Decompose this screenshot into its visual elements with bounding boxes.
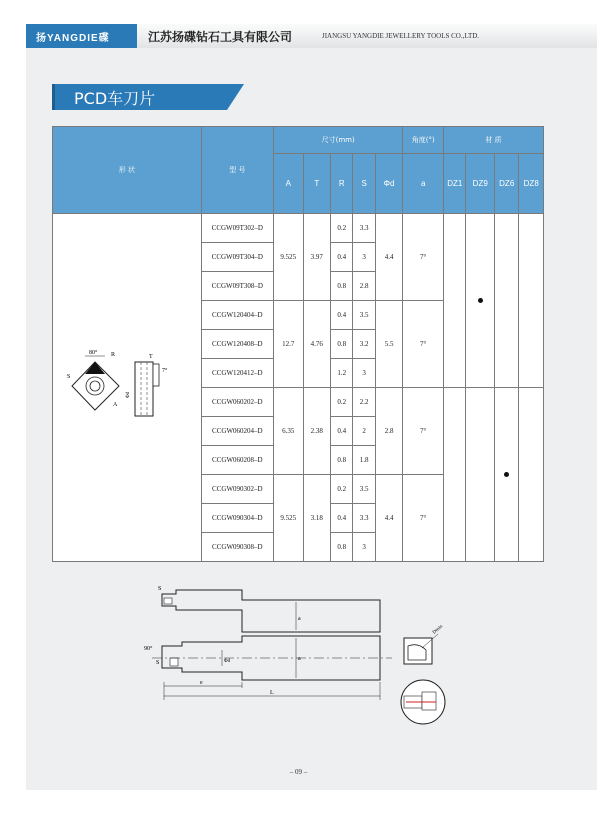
header-shape: 形 状 bbox=[53, 127, 202, 214]
dz6-cell bbox=[495, 214, 519, 388]
s-label-side: S bbox=[156, 660, 160, 666]
dz1-cell bbox=[444, 214, 466, 388]
dz8-cell bbox=[519, 214, 544, 388]
s-cell: 2 bbox=[353, 417, 375, 446]
r-cell: 0.8 bbox=[331, 446, 353, 475]
r-cell: 0.2 bbox=[331, 214, 353, 243]
a-label: A bbox=[112, 401, 118, 408]
col-dz1: DZ1 bbox=[444, 154, 466, 214]
model-cell: CCGW09T302–D bbox=[201, 214, 273, 243]
r-cell: 0.4 bbox=[331, 417, 353, 446]
model-cell: CCGW090308–D bbox=[201, 533, 273, 562]
a-cell: 9.525 bbox=[273, 475, 303, 562]
header-dimensions: 尺寸(mm) bbox=[273, 127, 402, 154]
model-cell: CCGW120412–D bbox=[201, 359, 273, 388]
a-label-side: a bbox=[298, 656, 301, 662]
company-logo: 扬YANGDIE碟 bbox=[36, 33, 110, 44]
angle-cell: 7° bbox=[403, 475, 444, 562]
model-cell: CCGW060208–D bbox=[201, 446, 273, 475]
angle-80-label: 80° bbox=[88, 349, 98, 356]
l-label: L bbox=[270, 690, 274, 696]
dz9-cell bbox=[466, 388, 495, 562]
angle-cell: 7° bbox=[403, 214, 444, 301]
dz1-cell bbox=[444, 388, 466, 562]
a-cell: 9.525 bbox=[273, 214, 303, 301]
model-cell: CCGW09T308–D bbox=[201, 272, 273, 301]
angle-90-label: 90° bbox=[144, 646, 153, 652]
model-cell: CCGW090302–D bbox=[201, 475, 273, 504]
dmin-label: Dmin bbox=[432, 624, 445, 636]
d-cell: 2.8 bbox=[375, 388, 403, 475]
phid-label-side: Φd bbox=[224, 659, 231, 664]
dz6-cell bbox=[495, 388, 519, 562]
company-name-cn: 江苏扬碟钻石工具有限公司 bbox=[148, 30, 293, 44]
s-cell: 2.8 bbox=[353, 272, 375, 301]
s-label: S bbox=[66, 373, 71, 380]
r-cell: 0.4 bbox=[331, 301, 353, 330]
table-row bbox=[53, 214, 544, 243]
s-cell: 3 bbox=[353, 359, 375, 388]
phid-label: Φd bbox=[125, 391, 131, 398]
page-number: – 09 – bbox=[289, 768, 308, 776]
spec-table bbox=[52, 126, 544, 562]
r-cell: 1.2 bbox=[331, 359, 353, 388]
angle-cell: 7° bbox=[403, 301, 444, 388]
shape-cell bbox=[53, 214, 202, 562]
r-label: R bbox=[110, 351, 115, 358]
a-cell: 12.7 bbox=[273, 301, 303, 388]
header-material: 材 质 bbox=[444, 127, 544, 154]
company-name-en: JIANGSU YANGDIE JEWELLERY TOOLS CO.,LTD. bbox=[322, 32, 480, 40]
r-cell: 0.4 bbox=[331, 504, 353, 533]
s-cell: 3.3 bbox=[353, 504, 375, 533]
boring-bar-drawing bbox=[52, 570, 472, 735]
t-cell: 2.38 bbox=[303, 388, 330, 475]
a-label-top: a bbox=[298, 616, 301, 622]
r-cell: 0.8 bbox=[331, 272, 353, 301]
col-t: T bbox=[303, 154, 330, 214]
model-cell: CCGW09T304–D bbox=[201, 243, 273, 272]
header-angle: 角度(°) bbox=[403, 127, 444, 154]
model-cell: CCGW120404–D bbox=[201, 301, 273, 330]
model-cell: CCGW090304–D bbox=[201, 504, 273, 533]
col-s: S bbox=[353, 154, 375, 214]
s-cell: 1.8 bbox=[353, 446, 375, 475]
t-cell: 3.97 bbox=[303, 214, 330, 301]
r-cell: 0.4 bbox=[331, 243, 353, 272]
r-cell: 0.8 bbox=[331, 533, 353, 562]
col-dz9: DZ9 bbox=[466, 154, 495, 214]
dz9-cell bbox=[466, 214, 495, 388]
t-cell: 4.76 bbox=[303, 301, 330, 388]
d-cell: 4.4 bbox=[375, 475, 403, 562]
r-cell: 0.8 bbox=[331, 330, 353, 359]
d-cell: 4.4 bbox=[375, 214, 403, 301]
t-cell: 3.18 bbox=[303, 475, 330, 562]
s-cell: 3 bbox=[353, 243, 375, 272]
a-cell: 6.35 bbox=[273, 388, 303, 475]
model-cell: CCGW060204–D bbox=[201, 417, 273, 446]
col-r: R bbox=[331, 154, 353, 214]
section-title: PCD车刀片 bbox=[74, 89, 156, 108]
col-angle-a: a bbox=[403, 154, 444, 214]
s-cell: 3.3 bbox=[353, 214, 375, 243]
material-dot-icon bbox=[504, 472, 509, 477]
col-d: Φd bbox=[375, 154, 403, 214]
material-dot-icon bbox=[478, 298, 483, 303]
col-a: A bbox=[273, 154, 303, 214]
insert-shape-drawing bbox=[67, 332, 187, 442]
col-dz6: DZ6 bbox=[495, 154, 519, 214]
r-cell: 0.2 bbox=[331, 475, 353, 504]
dz8-cell bbox=[519, 388, 544, 562]
r-cell: 0.2 bbox=[331, 388, 353, 417]
e-label: e bbox=[200, 680, 203, 686]
col-dz8: DZ8 bbox=[519, 154, 544, 214]
s-cell: 3.5 bbox=[353, 475, 375, 504]
s-label-top: S bbox=[158, 586, 162, 592]
s-cell: 3.5 bbox=[353, 301, 375, 330]
s-cell: 2.2 bbox=[353, 388, 375, 417]
header-model: 型 号 bbox=[201, 127, 273, 214]
angle-7-label: 7° bbox=[161, 367, 168, 374]
s-cell: 3 bbox=[353, 533, 375, 562]
model-cell: CCGW060202–D bbox=[201, 388, 273, 417]
d-cell: 5.5 bbox=[375, 301, 403, 388]
s-cell: 3.2 bbox=[353, 330, 375, 359]
angle-cell: 7° bbox=[403, 388, 444, 475]
t-label: T bbox=[148, 353, 153, 360]
model-cell: CCGW120408–D bbox=[201, 330, 273, 359]
